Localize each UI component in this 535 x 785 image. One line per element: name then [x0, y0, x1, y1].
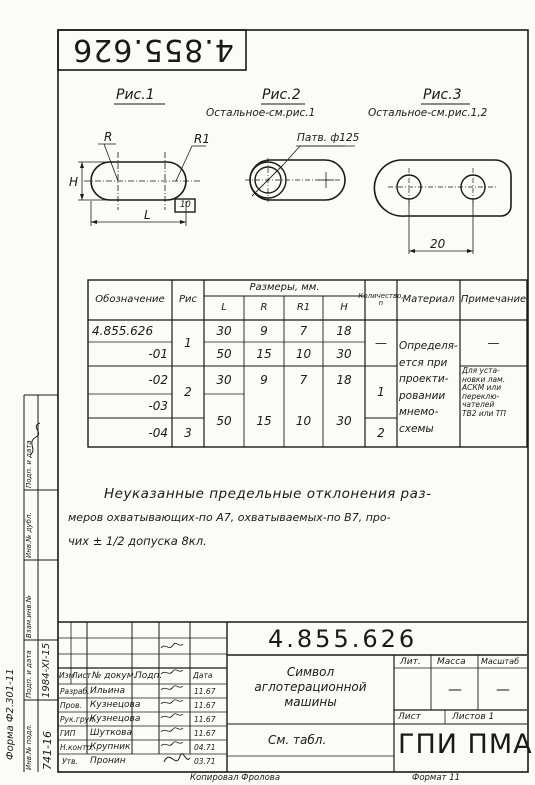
side-sign-date2-label: Подп. и дата [25, 440, 33, 488]
side-form: Форма Ф2.301-11 [5, 668, 16, 760]
title-organization: ГПИ ПМА [398, 729, 533, 760]
table-row-designation: -02 [148, 373, 168, 387]
th-R: R [260, 301, 268, 313]
fig1-dim-R: R [104, 130, 113, 144]
table-cell-note-top: — [487, 336, 500, 350]
tb-role: Разраб. [60, 687, 90, 696]
table-cell-H: 30 [336, 413, 352, 428]
tb-role: Н.контр. [60, 743, 94, 752]
th-note: Примечание [460, 293, 527, 305]
table-cell-H: 18 [336, 324, 352, 338]
title-doc-number: 4.855.626 [268, 625, 418, 653]
title-scale-label: Масштаб [481, 657, 520, 666]
title-material: См. табл. [268, 733, 327, 747]
th-designation: Обозначение [95, 293, 165, 305]
note-line-3: чих ± 1/2 допуска 8кл. [68, 534, 207, 548]
table-row-designation: -01 [148, 347, 168, 361]
fig1-dim-H: H [69, 175, 79, 189]
tb-col-izm: Изм [59, 671, 75, 680]
side-replace-inv-label: Взам.инв.№ [25, 594, 33, 638]
table-cell-H: 18 [336, 373, 352, 387]
fig1-dim-R1: R1 [194, 132, 210, 146]
tb-date: 11.67 [194, 715, 216, 724]
side-sign-date-value: 1984-ХI-15 [41, 642, 52, 698]
title-name: Символ аглотерационной машины [254, 665, 367, 709]
fig1-dim-10: 10 [180, 200, 191, 210]
table-cell-qty: — [375, 336, 387, 350]
table-cell-L: 50 [216, 347, 232, 361]
title-mass-label: Масса [437, 657, 466, 667]
fig3-dim-20: 20 [430, 237, 446, 251]
table-row-designation: 4.855.626 [92, 324, 154, 338]
th-L: L [221, 301, 227, 313]
tb-col-list: Лист [72, 671, 92, 680]
tb-role: ГИП [60, 729, 76, 738]
table-row-designation: -03 [148, 399, 168, 413]
fig2-subtitle: Остальное-см.рис.1 [206, 107, 316, 119]
tb-date: 03.71 [194, 757, 216, 766]
side-dup-inv-label: Инв.№ дубл. [25, 512, 33, 558]
table-cell-qty: 1 [377, 385, 385, 399]
tb-name: Пронин [90, 756, 126, 766]
title-mass-value: — [448, 682, 462, 698]
table-cell-R: 9 [260, 324, 268, 338]
table-cell-note: Для уста- новки лам. АСКМ или переклю- чателей ТВ2 или ТП [462, 366, 507, 418]
table-cell-fig: 1 [184, 336, 192, 350]
side-sign-date-label: Подп. и дата [25, 650, 33, 698]
side-inv-label: Инв.№ подл. [25, 723, 33, 770]
th-fig: Рис [178, 293, 198, 305]
table-cell-material: Определя- ется при проекти- ровании мнемо- схемы [399, 340, 458, 435]
table-cell-R1: 7 [299, 373, 308, 387]
table-cell-H: 30 [336, 347, 352, 361]
table-cell-R1: 10 [295, 347, 312, 361]
tb-col-sign: Подп. [135, 671, 163, 681]
side-inv-value: 741-16 [41, 731, 54, 770]
tb-date: 11.67 [194, 729, 216, 738]
table-cell-R1: 10 [295, 413, 312, 428]
table-cell-R: 15 [256, 413, 272, 428]
fig1-dim-L: L [144, 208, 151, 222]
fig3-subtitle: Остальное-см.рис.1,2 [368, 107, 488, 119]
table-cell-L: 50 [216, 413, 232, 428]
tb-role: Рук.груп. [60, 715, 97, 724]
th-qty: Количество, n [358, 291, 404, 307]
title-lit-label: Лит. [400, 657, 421, 667]
fig2-hole-note: Патв. ф125 [297, 132, 360, 144]
table-cell-L: 30 [216, 373, 232, 387]
th-H: H [340, 301, 348, 313]
tb-role: Пров. [60, 701, 82, 710]
note-line-1: Неуказанные предельные отклонения раз- [104, 486, 432, 502]
title-scale-value: — [496, 682, 510, 698]
fig2-title: Рис.2 [262, 87, 301, 103]
tb-date: 11.67 [194, 701, 216, 710]
note-line-2: меров охватывающих-по A7, охватываемых-по B7, про- [68, 511, 391, 524]
tb-date: 11.67 [194, 687, 216, 696]
sheet-format: Формат 11 [412, 773, 461, 783]
tb-role: Утв. [62, 757, 78, 766]
tb-name: Кузнецова [90, 714, 141, 724]
fig3-title: Рис.3 [423, 87, 462, 103]
fig1-title: Рис.1 [116, 87, 155, 103]
doc-number-rotated: 4.855.626 [72, 32, 234, 67]
th-material: Материал [402, 293, 455, 305]
tb-col-doc: № докум. [92, 671, 137, 681]
title-sheets-label: Листов 1 [452, 712, 495, 722]
th-R1: R1 [296, 301, 311, 313]
tb-col-date: Дата [193, 671, 213, 680]
tb-name: Крупник [90, 742, 131, 752]
title-sheet-label: Лист [398, 712, 421, 722]
table-cell-fig: 2 [184, 385, 192, 399]
table-cell-qty: 2 [377, 425, 385, 440]
tb-name: Ильина [90, 686, 126, 696]
tb-name: Шуткова [90, 728, 132, 738]
table-cell-fig: 3 [184, 425, 192, 440]
table-cell-R: 9 [260, 373, 268, 387]
tb-name: Кузнецова [90, 700, 141, 710]
table-cell-L: 30 [216, 324, 232, 338]
table-cell-R1: 7 [299, 324, 308, 338]
tb-date: 04.71 [194, 743, 216, 752]
table-cell-R: 15 [256, 347, 272, 361]
table-row-designation: -04 [148, 425, 168, 440]
th-dims-group: Размеры, мм. [249, 281, 320, 293]
copied-by: Копировал Фролова [190, 773, 281, 783]
